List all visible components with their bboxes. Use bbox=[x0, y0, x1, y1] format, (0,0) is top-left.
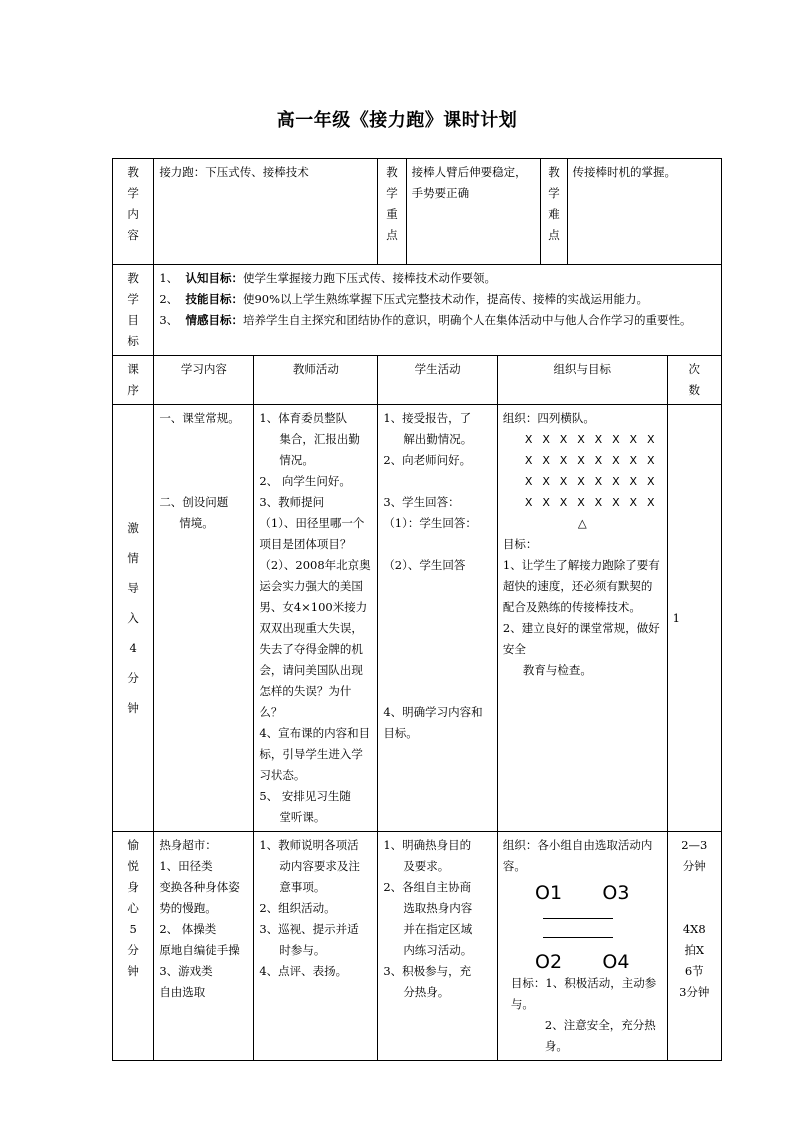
section1-teacher: 1、体育委员整队 集合，汇报出勤 情况。 2、 向学生问好。 3、教师提问 （1）、田径里哪一个项目是团体项目？ （2）、2008年北京奥运会实力强大的美国男、女4×100米接力双双出现重大失误，失去了夺得金牌的机会，请问美国队出现怎样的失误？为什么？ 4、宣布课的内容和目标，引导学生进入学习状态。 5、 安排见习生随 堂听课。 bbox=[254, 405, 378, 832]
objective-item: 1、 认知目标：使学生掌握接力跑下压式传、接棒技术动作要领。 bbox=[159, 271, 496, 285]
section2-row bbox=[113, 832, 722, 1061]
header-row bbox=[113, 356, 722, 405]
header-teacher: 教师活动 bbox=[254, 356, 378, 405]
group-3-marker: O3 bbox=[602, 882, 630, 904]
section1-student: 1、接受报告，了 解出勤情况。 2、向老师问好。 3、学生回答： （1）：学生回答： （2）、学生回答 4、明确学习内容和目标。 bbox=[378, 405, 498, 832]
group-4-marker: O4 bbox=[602, 951, 630, 973]
difficult-point-label: 教 学 难 点 bbox=[541, 159, 567, 265]
formation-row: X X X X X X X X bbox=[524, 433, 658, 446]
section2-count: 2—3 分钟 4X8 拍X 6节 3分钟 bbox=[667, 832, 721, 1061]
lesson-plan-table bbox=[112, 158, 722, 1061]
section1-count: 1 bbox=[667, 405, 721, 832]
formation-row: X X X X X X X X bbox=[524, 496, 658, 509]
group-2-marker: O2 bbox=[535, 951, 563, 973]
formation-row: X X X X X X X X bbox=[524, 475, 658, 488]
section2-label: 愉 悦 身 心 5 分 钟 bbox=[113, 832, 154, 1061]
header-student: 学生活动 bbox=[378, 356, 498, 405]
objectives-label: 教 学 目 标 bbox=[113, 265, 154, 356]
header-count: 次 数 bbox=[667, 356, 721, 405]
key-point-text: 接棒人臂后伸要稳定，手势要正确 bbox=[406, 159, 541, 265]
page-title: 高一年级《接力跑》课时计划 bbox=[276, 110, 518, 131]
content-row bbox=[113, 159, 722, 265]
header-content: 学习内容 bbox=[154, 356, 254, 405]
teacher-position-icon: △ bbox=[577, 516, 587, 530]
group-1-marker: O1 bbox=[535, 882, 563, 904]
section2-teacher: 1、教师说明各项活 动内容要求及注 意事项。 2、组织活动。 3、巡视、提示并适 时参与。 4、点评、表扬。 bbox=[254, 832, 378, 1061]
section1-org: 组织：四列横队。 X X X X X X X X X X X X X X X X X X X X X X X X X X X X X X X X △ 目标： 1、让学生了解接力跑除了要有超快的速度，还必须有默契的配合及熟练的传接棒技术。 2、建立良好的课堂常规，做好安全 教育与检查。 bbox=[497, 405, 667, 832]
divider-line bbox=[543, 937, 613, 938]
difficult-point-text: 传接棒时机的掌握。 bbox=[567, 159, 721, 265]
key-point-label: 教 学 重 点 bbox=[378, 159, 406, 265]
header-order: 课 序 bbox=[113, 356, 154, 405]
content-text: 接力跑：下压式传、接棒技术 bbox=[154, 159, 378, 265]
objectives-row bbox=[113, 265, 722, 356]
header-org: 组织与目标 bbox=[497, 356, 667, 405]
formation-row: X X X X X X X X bbox=[524, 454, 658, 467]
objective-item: 2、 技能目标：使90%以上学生熟练掌握下压式完整技术动作，提高传、接棒的实战运用能力。 bbox=[159, 292, 649, 306]
section1-row bbox=[113, 405, 722, 832]
section1-label: 激 情 导 入 4 分 钟 bbox=[113, 405, 154, 832]
section2-student: 1、明确热身目的 及要求。 2、各组自主协商 选取热身内容 并在指定区域 内练习活动。 3、积极参与，充 分热身。 bbox=[378, 832, 498, 1061]
section2-content: 热身超市： 1、田径类 变换各种身体姿势的慢跑。 2、 体操类 原地自编徒手操 3、游戏类 自由选取 bbox=[154, 832, 254, 1061]
section2-org: 组织：各小组自由选取活动内容。 O1 O3 O2 O4 目标：1、积极活动，主动参与。 2、注意安全，充分热身。 bbox=[497, 832, 667, 1061]
objective-item: 3、 情感目标：培养学生自主探究和团结协作的意识，明确个人在集体活动中与他人合作学习的重要性。 bbox=[159, 313, 692, 327]
content-label: 教 学 内 容 bbox=[113, 159, 154, 265]
objectives-list bbox=[154, 265, 722, 356]
section1-content: 一、课堂常规。 二、创设问题 情境。 bbox=[154, 405, 254, 832]
